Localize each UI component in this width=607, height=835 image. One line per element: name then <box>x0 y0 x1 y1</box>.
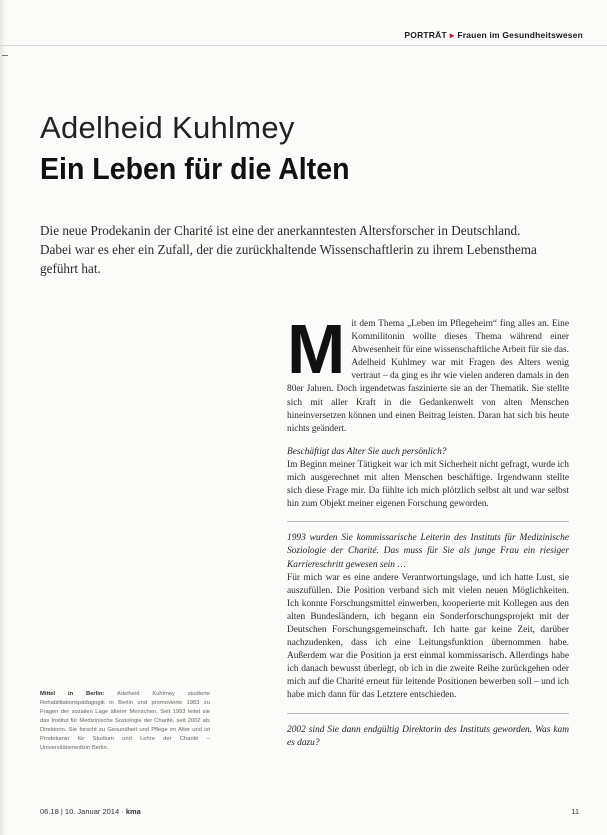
sidebar-lead-in: Mittel in Berlin: <box>40 691 105 697</box>
header-section: PORTRÄT <box>404 30 447 40</box>
header-rule <box>0 45 607 46</box>
intro-text: it dem Thema „Leben im Pflegeheim“ fing alles an. Eine Kommilitonin wollte dieses Thema während einer Abwesenheit für eine wissenschaftliche Arbeit für sie das. Adelheid Kuhlmey war mit Fragen des Alters wenig vertraut – da ging es ihr wie vielen anderen damals in den 80er Jahren. Doch irgendetwas faszinierte sie an der Thematik. Sie stellte sich mit aller Kraft in die Gedankenwelt von alten Menschen hineinversetzen können und einen Beitrag leisten. Daran hat sich bis heute nichts geändert. <box>287 319 569 434</box>
answer-2: Für mich war es eine andere Verantwortungslage, und ich hatte Lust, sie auszufüllen. Die Position verband sich mit vielen neuen Möglichkeiten. Ich konnte Forschungsmittel einwerben, kooperierte mit Kollegen aus den alten Bundesländern, ich begann ein Sonderforschungsprojekt mit der Deutschen Forschungsgemeinschaft. Ich hatte gar keine Zeit, darüber nachzudenken, dass ich eine Leitungsfunktion übernommen habe. Außerdem war die Position ja erst einmal kommissarisch. Allerdings habe ich danach bewusst überlegt, ob ich in die zweite Reihe zurückgehen oder mich auf die Charité erneut für leitende Positionen bewerben soll – und ich habe mich dann für das Letztere entschieden. <box>287 572 569 701</box>
intro-paragraph <box>287 310 569 436</box>
footer-magazine: kma <box>125 807 141 816</box>
person-name: Adelheid Kuhlmey <box>40 110 295 145</box>
section-divider <box>287 713 569 714</box>
question-3: 2002 sind Sie dann endgültig Direktorin des Instituts geworden. Was kam es dazu? <box>287 724 569 748</box>
answer-1: Im Beginn meiner Tätigkeit war ich mit Sicherheit nicht gefragt, wurde ich mich ausgerechnet mit alten Menschen beschäftige. Irgendwann stellte sich diese Frage mir. Da fühlte ich mich plötzlich selbst alt und war selbst hin zum Objekt meiner eigenen Forschung geworden. <box>287 459 569 510</box>
section-divider <box>287 521 569 522</box>
lead-paragraph: Die neue Prodekanin der Charité ist eine der anerkanntesten Altersforscher in Deutschland. Dabei war es eher ein Zufall, der die zurückhaltende Wissenschaftlerin zu ihrem Lebensthema geführt hat. <box>40 223 537 276</box>
drop-cap: M <box>287 310 346 388</box>
header-topic: Frauen im Gesundheitswesen <box>457 30 583 40</box>
footer-issue: 06.18 <box>40 807 59 816</box>
headline: Ein Leben für die Alten <box>40 151 350 186</box>
footer-dash: · <box>121 807 126 816</box>
article-body <box>287 310 569 750</box>
question-2: 1993 wurden Sie kommissarische Leiterin des Instituts für Medizinische Soziologie der Charité. Das muss für Sie als junge Frau ein riesiger Karriereschritt gewesen sein … <box>287 533 569 570</box>
footer-divider: | <box>60 807 65 816</box>
page-number: 11 <box>571 807 579 816</box>
question-1: Beschäftigt das Alter Sie auch persönlich? <box>287 446 447 457</box>
footer-date: 10. Januar 2014 <box>64 807 120 816</box>
running-header <box>0 30 607 44</box>
sidebar-bio <box>40 690 210 753</box>
sidebar-text: Adelheid Kuhlmey studierte Rehabilitationspädagogik in Berlin und promovierte 1983 zu Fragen der sozialen Lage älterer Menschen. Seit 1993 leitet sie das Institut für Medizinische Soziologie der Charité, seit 2002 als Direktorin. Sie forscht zu Gesundheit und Pflege im Alter und ist Prodekanin für Studium und Lehre der Charité – Universitätsmedizin Berlin. <box>40 691 210 751</box>
header-arrow-icon: ▸ <box>449 30 455 40</box>
page-footer <box>40 807 141 816</box>
page-gutter-shadow <box>0 0 6 835</box>
margin-mark <box>2 55 8 56</box>
